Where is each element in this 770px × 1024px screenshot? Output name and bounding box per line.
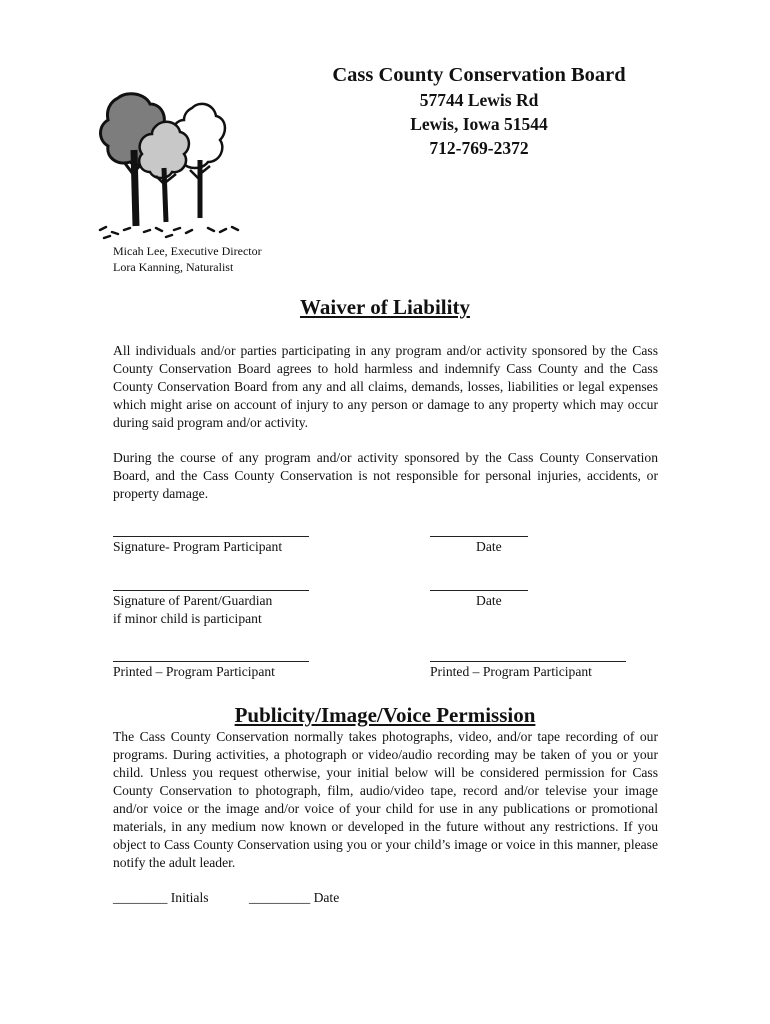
parent-signature-note: if minor child is participant	[113, 611, 262, 626]
staff-naturalist: Lora Kanning, Naturalist	[113, 260, 234, 274]
initials-date-field[interactable]	[249, 889, 339, 907]
address-line-1: 57744 Lewis Rd	[419, 90, 539, 110]
organization-name: Cass County Conservation Board	[332, 64, 626, 86]
printed-right-line[interactable]	[430, 661, 626, 662]
letterhead	[300, 62, 658, 160]
publicity-paragraph: The Cass County Conservation normally takes photographs, video, and/or tape recording of our programs. During activities, a photograph or video/audio recording may be taken of you or your child. Unless you request otherwise, your initial below will be considered permission for Cass County Conservation to photograph, film, audio/video tape, record and/or televise your image and/or voice or the image and/or voice of your child for use in any publications or promotional materials, in any medium now known or developed in the future without any restrictions. If you object to Cass County Conservation using you or your child’s image or voice in this manner, please notify the adult leader.	[113, 729, 658, 870]
participant-signature-label: Signature- Program Participant	[113, 539, 283, 554]
initials-field[interactable]	[113, 889, 209, 907]
staff-list	[113, 243, 262, 275]
initials-blank[interactable]: ________	[113, 890, 168, 905]
participant-date-label: Date	[476, 539, 502, 554]
trees-logo-icon	[96, 90, 244, 242]
parent-signature-label: Signature of Parent/Guardian	[113, 593, 273, 608]
participant-date-line[interactable]	[430, 536, 528, 537]
printed-left-line[interactable]	[113, 661, 309, 662]
printed-right-label: Printed – Program Participant	[430, 664, 592, 679]
waiver-paragraph-1: All individuals and/or parties participating in any program and/or activity sponsored by the Cass County Conservation Board agrees to hold harmless and indemnify Cass County and the Cass County Conservation Board from any and all claims, demands, losses, liabilities or legal expenses which might arise on account of injury to any person or damage to any property which may occur during said program and/or activity.	[113, 343, 658, 430]
publicity-title: Publicity/Image/Voice Permission	[234, 703, 536, 727]
initials-date-blank[interactable]: _________	[249, 890, 311, 905]
printed-left-label: Printed – Program Participant	[113, 664, 275, 679]
parent-date-line[interactable]	[430, 590, 528, 591]
initials-label: Initials	[170, 890, 209, 905]
waiver-title: Waiver of Liability	[300, 295, 470, 319]
address-line-2: Lewis, Iowa 51544	[410, 114, 548, 134]
participant-signature-line[interactable]	[113, 536, 309, 537]
phone-number: 712-769-2372	[429, 138, 529, 158]
staff-executive-director: Micah Lee, Executive Director	[113, 244, 262, 258]
initials-date-label: Date	[313, 890, 340, 905]
waiver-paragraph-2: During the course of any program and/or activity sponsored by the Cass County Conservation Board, and the Cass County Conservation is not responsible for personal injuries, accidents, or property damage.	[113, 450, 658, 501]
parent-signature-line[interactable]	[113, 590, 309, 591]
parent-date-label: Date	[476, 593, 502, 608]
